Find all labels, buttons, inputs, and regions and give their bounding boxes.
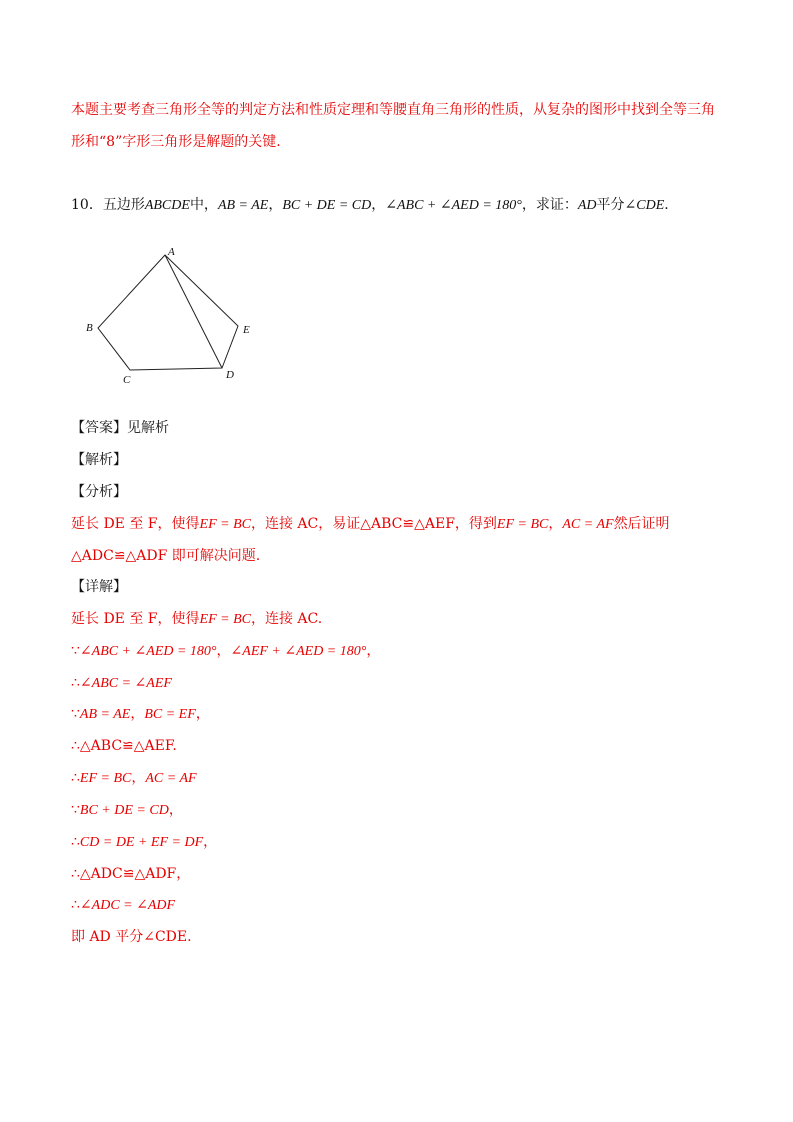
question-10: [71, 195, 669, 216]
condition-3: ∠ABC + ∠AED = 180°: [385, 198, 522, 213]
label-b: B: [86, 322, 93, 334]
fenxi-line-2: △ADC≌△ADF 即可解决问题.: [71, 548, 261, 564]
separator: ，: [268, 197, 283, 213]
therefore-symbol: ∴: [71, 675, 80, 691]
pentagon-outline: [98, 255, 238, 370]
step-math: ∠ADC = ∠ADF: [79, 898, 176, 913]
xiangjie-tag: 【详解】: [71, 579, 127, 595]
separator: ，: [371, 197, 386, 213]
step-text: ，: [216, 643, 231, 659]
because-symbol: ∵: [71, 643, 80, 659]
fenxi-text: 然后证明: [613, 516, 670, 532]
step-text: 延长 DE 至 F，使得: [71, 611, 200, 627]
step-4: [71, 704, 210, 725]
step-text: ，: [366, 643, 381, 659]
analysis-tag: 【解析】: [71, 452, 127, 468]
step-text: ，: [168, 802, 183, 818]
step-text: ，: [195, 706, 210, 722]
step-2: [71, 641, 380, 662]
step-7: [71, 800, 183, 821]
pentagon-name: ABCDE: [144, 198, 190, 213]
step-math: BC + DE = CD: [79, 803, 169, 818]
question-text-c: ，求证：: [521, 197, 578, 213]
step-math: EF = BC: [79, 771, 132, 786]
step-1: [71, 609, 322, 630]
answer-line: [71, 418, 169, 438]
label-a: A: [168, 246, 175, 258]
step-math: ∠AEF + ∠AED = 180°: [230, 644, 367, 659]
step-math: BC = EF: [144, 707, 196, 722]
fenxi-math: EF = BC: [199, 517, 251, 532]
therefore-symbol: ∴: [71, 897, 80, 913]
step-3: [71, 673, 172, 694]
condition-1: AB = AE: [217, 198, 269, 213]
segment-ad: [165, 255, 222, 368]
step-text: ，: [131, 770, 146, 786]
step-9: ∴△ADC≌△ADF，: [71, 866, 191, 882]
condition-2: BC + DE = CD: [282, 198, 372, 213]
because-symbol: ∵: [71, 802, 80, 818]
target-segment: AD: [577, 198, 597, 213]
fenxi-math: EF = BC: [496, 517, 549, 532]
step-10: [71, 895, 175, 916]
label-c: C: [123, 374, 131, 386]
fenxi-tag: 【分析】: [71, 484, 127, 500]
intro-line-2: 形和“8”字形三角形是解题的关键.: [71, 134, 281, 150]
label-e: E: [243, 324, 250, 336]
step-math: CD = DE + EF = DF: [79, 835, 204, 850]
step-math: ∠ABC = ∠AEF: [79, 676, 172, 691]
label-d: D: [226, 369, 234, 381]
step-math: ∠ABC + ∠AED = 180°: [79, 644, 217, 659]
fenxi-text: ，连接 AC，易证△ABC≌△AEF，得到: [250, 516, 497, 532]
step-11: 即 AD 平分∠CDE.: [71, 929, 192, 945]
answer-tag: 【答案】: [71, 420, 127, 436]
intro-line-1: 本题主要考查三角形全等的判定方法和性质定理和等腰直角三角形的性质，从复杂的图形中找到全等三角: [71, 102, 715, 118]
answer-text: 见解析: [127, 420, 169, 436]
fenxi-line-1: [71, 514, 670, 535]
question-text-d: 平分: [596, 197, 625, 213]
question-text-b: 中，: [189, 197, 218, 213]
pentagon-lines: [98, 255, 238, 370]
step-text: ，: [130, 706, 145, 722]
fenxi-math: AC = AF: [562, 517, 614, 532]
step-math: EF = BC: [199, 612, 251, 627]
pentagon-diagram: [80, 240, 270, 390]
question-end: .: [664, 197, 669, 213]
therefore-symbol: ∴: [71, 834, 80, 850]
fenxi-text: 延长 DE 至 F，使得: [71, 516, 200, 532]
because-symbol: ∵: [71, 706, 80, 722]
step-5: ∴△ABC≌△AEF.: [71, 738, 177, 754]
step-math: AB = AE: [79, 707, 131, 722]
question-text-a: 五边形: [102, 197, 145, 213]
step-math: AC = AF: [145, 771, 197, 786]
step-text: ，连接 AC.: [250, 611, 323, 627]
step-6: [71, 768, 197, 789]
step-text: ，: [203, 834, 218, 850]
step-8: [71, 832, 217, 853]
target-angle: ∠CDE: [624, 198, 665, 213]
fenxi-text: ，: [548, 516, 563, 532]
therefore-symbol: ∴: [71, 770, 80, 786]
question-number: 10．: [71, 197, 103, 213]
